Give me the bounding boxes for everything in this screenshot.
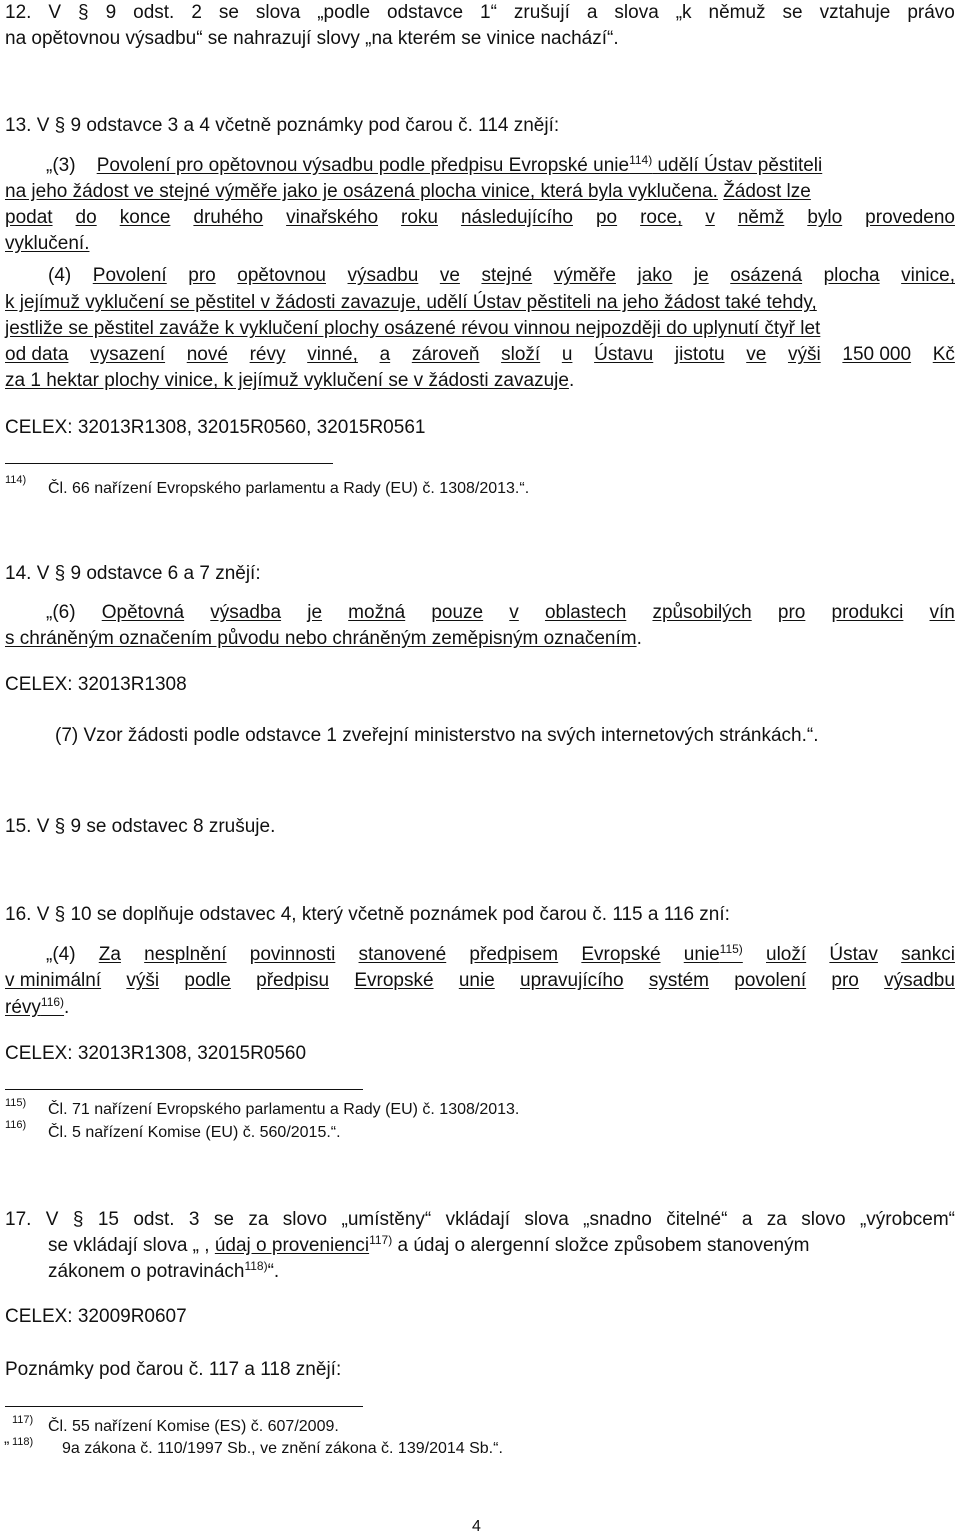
word: zároveň — [411, 344, 480, 365]
word: osázená — [730, 265, 803, 286]
page-number: 4 — [472, 1518, 481, 1535]
item16-header: 16. V § 10 se doplňuje odstavec 4, který včetně poznámek pod čarou č. 115 a 116 zní: — [5, 904, 730, 925]
footnote-ref-117: 117) — [369, 1233, 393, 1247]
word: 17. — [5, 1209, 32, 1230]
p3-line2-text: na jeho žádost ve stejné výměře jako je osázená plocha vinice, která byla vyklučena. — [5, 181, 718, 202]
word: vztahuje — [819, 2, 891, 23]
word: čitelné“ — [666, 1209, 728, 1230]
item17-line2: se vkládají slova „ , údaj o provenienci$^{117)}$ a údaj o alergenní složce způsobem stanoveným — [48, 1233, 810, 1256]
item17-celex: CELEX: 32009R0607 — [5, 1306, 187, 1327]
word: od data — [5, 344, 69, 365]
footnote-mark-114: 114) — [5, 474, 27, 486]
item13-p3-line3 — [5, 207, 955, 229]
word: upravujícího — [520, 970, 624, 991]
word: stanovené — [358, 944, 447, 965]
word: nesplnění — [144, 944, 227, 965]
item12-line1 — [5, 2, 955, 24]
footnote-rule — [5, 1089, 363, 1090]
footnote-ref-118: 118) — [244, 1259, 268, 1273]
word: podat — [5, 207, 53, 228]
word: následujícího — [460, 207, 573, 228]
word: v — [509, 602, 519, 623]
word: slova — [524, 1209, 569, 1230]
word: se — [213, 1209, 234, 1230]
word: odstavce — [387, 2, 464, 23]
word: se — [782, 2, 803, 23]
footnote-open-quote: „ — [4, 1430, 10, 1447]
word: slova — [255, 2, 301, 23]
footnote-mark-117: 117) — [12, 1414, 34, 1426]
word: „podle — [317, 2, 371, 23]
word: Ústavu — [594, 344, 654, 365]
word: „k — [675, 2, 692, 23]
word: za — [766, 1209, 787, 1230]
word: unie — [458, 970, 495, 991]
footnote-118: 9a zákona č. 110/1997 Sb., ve znění zákona č. 139/2014 Sb.“. — [62, 1440, 503, 1457]
footnote-ref-114: 114) — [629, 153, 653, 167]
item13-p4-line3: jestliže se pěstitel zaváže k vyklučení plochy osázené révou vinnou nejpozději do uplynutí čtyř let — [5, 318, 821, 339]
word: za — [248, 1209, 269, 1230]
item14-header: 14. V § 9 odstavce 6 a 7 znějí: — [5, 563, 261, 584]
word: výměře — [553, 265, 616, 286]
word: a — [379, 344, 391, 365]
underlined-text: údaj o provenienci — [214, 1235, 370, 1256]
word: slovo — [801, 1209, 846, 1230]
p3-text-a: Povolení pro opětovnou výsadbu podle předpisu Evropské unie$^{114)}$ udělí Ústav pěstiteli — [96, 153, 823, 176]
word: vkládají — [445, 1209, 511, 1230]
word: Povolení — [92, 265, 167, 286]
word: výsadbu — [347, 265, 419, 286]
word: možná — [348, 602, 406, 623]
word: V — [48, 2, 62, 23]
word: bylo — [807, 207, 843, 228]
word-with-footnote: unie$^{115)}$ — [683, 942, 743, 965]
word: vinařského — [286, 207, 379, 228]
item12-line2: na opětovnou výsadbu“ se nahrazují slovy „na kterém se vinice nachází“. — [5, 28, 619, 49]
footnote-ref-115: 115) — [719, 942, 743, 956]
footnote-mark-115: 115) — [5, 1097, 27, 1109]
word: vysazení — [90, 344, 166, 365]
word: révy — [249, 344, 286, 365]
word: v — [705, 207, 715, 228]
item14-p6-line2: s chráněným označením původu nebo chráněným zeměpisným označením. — [5, 628, 642, 649]
word: 3 — [188, 1209, 200, 1230]
word: předpisu — [256, 970, 330, 991]
footnote-ref-116: 116) — [40, 995, 65, 1009]
word: plocha — [823, 265, 880, 286]
footnote-116: Čl. 5 nařízení Komise (EU) č. 560/2015.“. — [48, 1124, 341, 1141]
item16-celex: CELEX: 32013R1308, 32015R0560 — [5, 1043, 307, 1064]
word: výsadba — [210, 602, 282, 623]
p3-prefix: „(3) — [46, 155, 76, 176]
word: Ústav — [829, 944, 878, 965]
item14-p6-line1 — [46, 602, 955, 624]
word: Za — [98, 944, 121, 965]
word: odst. — [133, 2, 175, 23]
item17-line1 — [5, 1209, 955, 1231]
word: povinnosti — [249, 944, 336, 965]
word: nové — [186, 344, 228, 365]
word: se — [218, 2, 239, 23]
word: Evropské — [354, 970, 434, 991]
word: ve — [746, 344, 767, 365]
word: výši — [787, 344, 821, 365]
p3-line2-tail: Žádost lze — [723, 181, 811, 202]
word: složí — [501, 344, 541, 365]
word: právo — [907, 2, 955, 23]
word: ve — [439, 265, 460, 286]
paragraph-prefix: „(4) — [46, 944, 76, 965]
item13-p4-line4 — [5, 344, 955, 366]
word: druhého — [193, 207, 264, 228]
word: 150 000 — [842, 344, 912, 365]
item13-celex: CELEX: 32013R1308, 32015R0560, 32015R0561 — [5, 417, 426, 438]
word: podle — [184, 970, 231, 991]
item17-notes-header: Poznámky pod čarou č. 117 a 118 znějí: — [5, 1359, 342, 1380]
word: zrušují — [513, 2, 570, 23]
footnote-mark-118: 118) — [12, 1436, 34, 1448]
word: 15 — [97, 1209, 119, 1230]
item16-p4-line2 — [5, 970, 955, 992]
word: po — [595, 207, 618, 228]
word: pouze — [431, 602, 484, 623]
word: vinné, — [307, 344, 358, 365]
paragraph-prefix: (4) — [48, 265, 72, 286]
item14-celex: CELEX: 32013R1308 — [5, 674, 187, 695]
footnote-rule — [5, 463, 333, 464]
item16-p4-line1 — [46, 944, 955, 966]
word: uloží — [766, 944, 807, 965]
word: výsadbu — [884, 970, 955, 991]
word: roce, — [640, 207, 683, 228]
footnote-114: Čl. 66 nařízení Evropského parlamentu a Rady (EU) č. 1308/2013.“. — [48, 480, 530, 497]
word: a — [741, 1209, 753, 1230]
word: Evropské — [581, 944, 661, 965]
word: výši — [126, 970, 160, 991]
word: slovo — [282, 1209, 328, 1230]
word: předpisem — [469, 944, 559, 965]
word: stejné — [481, 265, 533, 286]
word: slova — [614, 2, 659, 23]
word: § — [78, 2, 89, 23]
word: jistotu — [674, 344, 725, 365]
word: V — [45, 1209, 59, 1230]
word: v minimální — [5, 970, 102, 991]
word: roku — [401, 207, 438, 228]
word: vinice, — [901, 265, 955, 286]
word: provedeno — [865, 207, 955, 228]
word: 12. — [5, 2, 32, 23]
word: 1“ — [480, 2, 497, 23]
word: 9 — [105, 2, 117, 23]
word: povolení — [734, 970, 807, 991]
item13-p3-line1 — [46, 155, 822, 177]
item13-p3-line2 — [5, 181, 811, 203]
item14-p7: (7) Vzor žádosti podle odstavce 1 zveřejní ministerstvo na svých internetových stránkách.“. — [55, 725, 819, 746]
footnote-rule — [5, 1406, 363, 1407]
word: systém — [648, 970, 709, 991]
item13-p4-line5: za 1 hektar plochy vinice, k jejímuž vyklučení se v žádosti zavazuje. — [5, 370, 575, 391]
item13-p4-line2: k jejímuž vyklučení se pěstitel v žádosti zavazuje, udělí Ústav pěstiteli na jeho žádost také tehdy, — [5, 292, 817, 313]
item13-header: 13. V § 9 odstavce 3 a 4 včetně poznámky pod čarou č. 114 znějí: — [5, 115, 560, 136]
word: „výrobcem“ — [859, 1209, 955, 1230]
word: sankci — [901, 944, 955, 965]
word: je — [307, 602, 323, 623]
word: § — [72, 1209, 84, 1230]
item13-p4-line1 — [48, 265, 955, 287]
word: pro — [188, 265, 216, 286]
item13-p3-line4: vyklučení. — [5, 233, 90, 254]
paragraph-prefix: „(6) — [46, 602, 76, 623]
word: „snadno — [583, 1209, 652, 1230]
word: němuž — [708, 2, 766, 23]
footnote-115: Čl. 71 nařízení Evropského parlamentu a Rady (EU) č. 1308/2013. — [48, 1101, 520, 1118]
word: pro — [831, 970, 859, 991]
word: pro — [777, 602, 806, 623]
word: způsobilých — [652, 602, 752, 623]
item15-header: 15. V § 9 se odstavec 8 zrušuje. — [5, 816, 276, 837]
word: odst. — [133, 1209, 175, 1230]
word: konce — [119, 207, 171, 228]
word: je — [693, 265, 709, 286]
item17-line3: zákonem o potravinách$^{118)}$“. — [48, 1259, 280, 1282]
word: jako — [637, 265, 673, 286]
word: Opětovná — [101, 602, 185, 623]
word: 2 — [191, 2, 202, 23]
footnote-117: Čl. 55 nařízení Komise (ES) č. 607/2009. — [48, 1418, 339, 1435]
word: „umístěny“ — [341, 1209, 432, 1230]
word: do — [75, 207, 97, 228]
word: vín — [929, 602, 955, 623]
word: němž — [737, 207, 785, 228]
word: Kč — [932, 344, 955, 365]
word: u — [561, 344, 573, 365]
word: produkci — [831, 602, 904, 623]
item16-p4-line3: révy$^{116)}$. — [5, 995, 70, 1018]
word: a — [586, 2, 598, 23]
word: opětovnou — [237, 265, 326, 286]
footnote-mark-116: 116) — [5, 1119, 27, 1131]
word: oblastech — [544, 602, 627, 623]
